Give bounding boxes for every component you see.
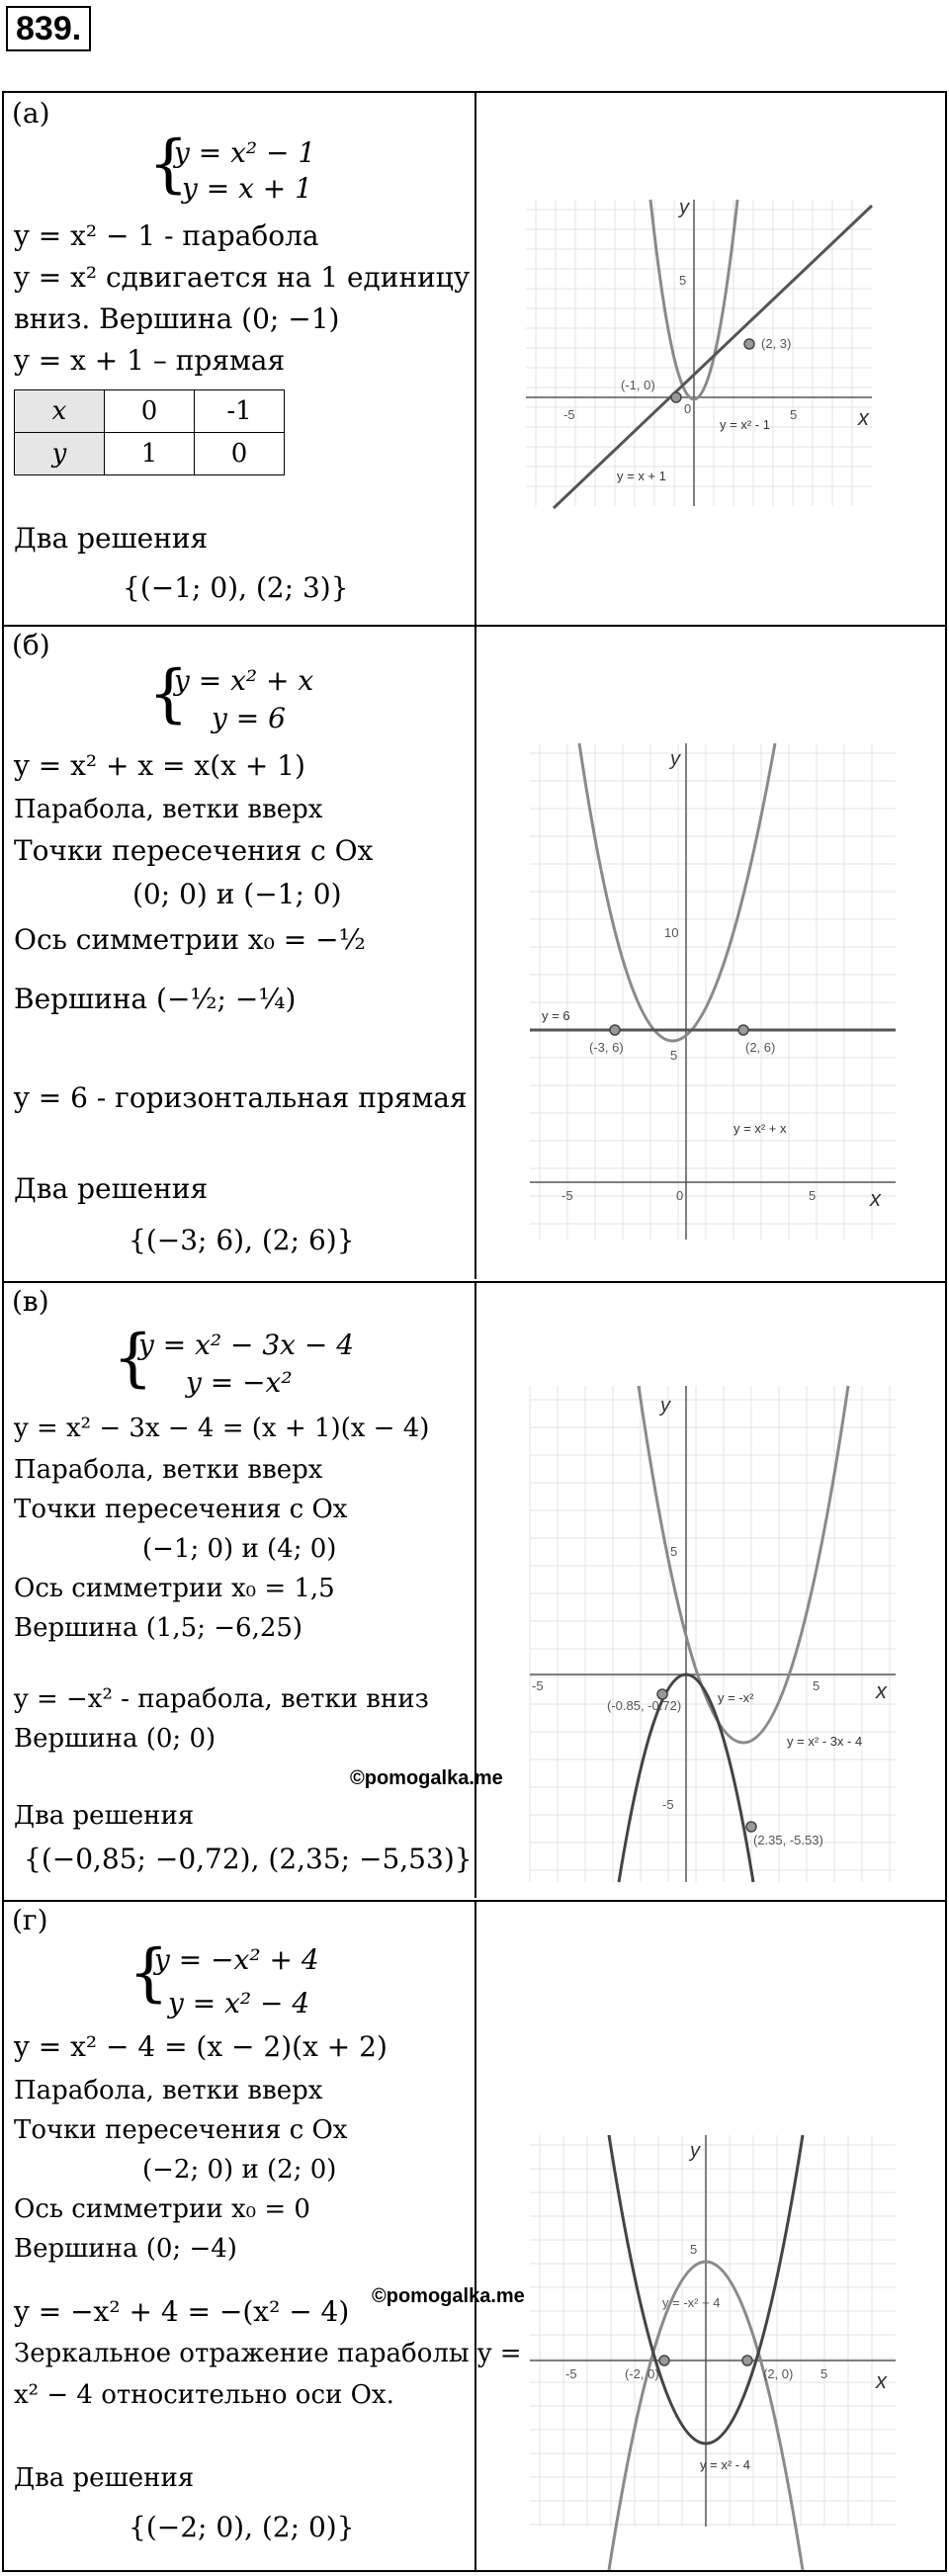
point-a-2 — [744, 339, 754, 349]
y-axis-label-a: y — [679, 197, 689, 218]
graph-c — [476, 1283, 945, 1898]
cell-a-text — [4, 93, 476, 625]
text-a-3: вниз. Вершина (0; −1) — [14, 302, 340, 335]
ytick-5-d: 5 — [690, 2242, 698, 2257]
x-axis-label-c: x — [876, 1678, 887, 1703]
answer-a: {(−1; 0), (2; 3)} — [123, 571, 349, 604]
answer-title-c: Два решения — [14, 1801, 195, 1831]
cell-c-graph — [476, 1283, 945, 1898]
point-c-1-label: (-0.85, -0.72) — [607, 1698, 682, 1713]
text-c-2: Парабола, ветки вверх — [14, 1455, 323, 1485]
point-d-2-label: (2, 0) — [763, 2366, 794, 2381]
tick-neg5-d: -5 — [565, 2366, 577, 2381]
curve1-label-c: y = -x² — [718, 1690, 754, 1705]
text-b-2: Парабола, ветки вверх — [14, 795, 323, 824]
point-b-2 — [738, 1025, 748, 1035]
text-c-6: Вершина (1,5; −6,25) — [14, 1613, 303, 1643]
point-b-2-label: (2, 6) — [745, 1040, 776, 1055]
line-label-b: y = 6 — [542, 1008, 570, 1023]
point-c-2-label: (2.35, -5.53) — [753, 1833, 823, 1847]
ytick-5-c: 5 — [670, 1544, 678, 1559]
graph-b — [476, 627, 945, 1279]
system-brace-b: { — [148, 657, 189, 730]
origin-a: 0 — [684, 401, 692, 416]
graph-d — [476, 1902, 945, 2570]
answer-b: {(−3; 6), (2; 6)} — [129, 1224, 355, 1256]
point-c-2 — [746, 1822, 756, 1832]
text-d-4: (−2; 0) и (2; 0) — [142, 2155, 337, 2185]
cell-b-text — [4, 627, 476, 1279]
ytick-5-b: 5 — [670, 1048, 678, 1063]
cell-d-graph — [476, 1902, 945, 2570]
curve1-label-d: y = -x² + 4 — [662, 2295, 721, 2310]
graph-a — [476, 93, 945, 625]
tick-5-d: 5 — [820, 2366, 828, 2381]
text-d-3: Точки пересечения с Ox — [14, 2115, 348, 2145]
system-c-eq1: y = x² − 3x − 4 — [138, 1329, 355, 1361]
text-c-8: Вершина (0; 0) — [14, 1724, 216, 1754]
text-d-5: Ось симметрии x₀ = 0 — [14, 2194, 310, 2224]
answer-title-a: Два решения — [14, 522, 209, 555]
cell-c-text — [4, 1283, 503, 1898]
system-a-eq2: y = x + 1 — [182, 172, 312, 205]
label-a: (а) — [12, 97, 50, 129]
table-y-label: y — [15, 433, 105, 475]
system-d-eq1: y = −x² + 4 — [154, 1943, 319, 1976]
text-d-8: Зеркальное отражение параболы y = — [14, 2339, 522, 2368]
text-a-4: y = x + 1 – прямая — [14, 344, 286, 377]
answer-title-b: Два решения — [14, 1172, 209, 1205]
system-b-eq1: y = x² + x — [174, 664, 314, 697]
text-b-3: Точки пересечения с Ox — [14, 834, 374, 867]
point-d-1 — [659, 2356, 669, 2365]
cell-d-text — [4, 1902, 525, 2570]
curve-label-b: y = x² + x — [733, 1121, 787, 1136]
label-d: (г) — [12, 1904, 48, 1936]
text-b-5: Ось симметрии x₀ = −½ — [14, 923, 366, 956]
watermark-d: ©pomogalka.me — [372, 2285, 525, 2307]
text-b-6: Вершина (−½; −¼) — [14, 983, 297, 1015]
system-brace-a: { — [148, 128, 189, 201]
y-axis-label-c: y — [660, 1395, 670, 1417]
origin-b: 0 — [676, 1188, 684, 1203]
line-label-a: y = x + 1 — [617, 469, 666, 483]
text-a-1: y = x² − 1 - парабола — [14, 219, 319, 252]
system-c-eq2: y = −x² — [186, 1366, 293, 1399]
label-b: (б) — [12, 629, 50, 661]
text-c-1: y = x² − 3x − 4 = (x + 1)(x − 4) — [14, 1414, 430, 1443]
answer-c: {(−0,85; −0,72), (2,35; −5,53)} — [24, 1843, 473, 1875]
value-table-a — [14, 389, 285, 475]
text-c-5: Ось симметрии x₀ = 1,5 — [14, 1574, 335, 1603]
text-c-4: (−1; 0) и (4; 0) — [142, 1534, 337, 1564]
table-x-0: 0 — [105, 390, 195, 433]
text-c-7: y = −x² - парабола, ветки вниз — [14, 1684, 429, 1714]
cell-a-graph — [476, 93, 945, 625]
point-d-1-label: (-2, 0) — [625, 2366, 659, 2381]
x-axis-label-a: x — [858, 405, 869, 430]
system-brace-d: { — [129, 1936, 169, 2010]
tick-5-c: 5 — [813, 1678, 820, 1693]
tick-neg5-a: -5 — [563, 407, 575, 422]
text-a-2: y = x² сдвигается на 1 единицу — [14, 261, 471, 294]
text-c-3: Точки пересечения с Ox — [14, 1495, 348, 1524]
y-axis-label-d: y — [690, 2140, 700, 2162]
point-b-1-label: (-3, 6) — [589, 1040, 624, 1055]
problem-number: 839. — [6, 6, 91, 51]
system-brace-c: { — [113, 1322, 153, 1395]
table-y-1: 0 — [195, 433, 285, 475]
point-a-2-label: (2, 3) — [761, 336, 792, 351]
text-d-7: y = −x² + 4 = −(x² − 4) — [14, 2295, 350, 2328]
answer-title-d: Два решения — [14, 2463, 195, 2493]
tick-5-b: 5 — [809, 1188, 817, 1203]
system-b-eq2: y = 6 — [212, 702, 286, 734]
tick-neg5-b: -5 — [561, 1188, 573, 1203]
text-b-4: (0; 0) и (−1; 0) — [132, 878, 342, 910]
ytick-10-b: 10 — [664, 925, 679, 940]
grid-a — [526, 200, 872, 506]
curve2-label-c: y = x² - 3x - 4 — [787, 1734, 863, 1749]
x-axis-label-b: x — [870, 1186, 881, 1211]
text-d-9: x² − 4 относительно оси Ox. — [14, 2380, 394, 2410]
table-x-1: -1 — [195, 390, 285, 433]
cell-b-graph — [476, 627, 945, 1279]
label-c: (в) — [12, 1285, 49, 1318]
table-x-label: x — [15, 390, 105, 433]
point-b-1 — [610, 1025, 620, 1035]
text-d-6: Вершина (0; −4) — [14, 2234, 237, 2264]
answer-d: {(−2; 0), (2; 0)} — [129, 2511, 355, 2543]
table-y-0: 1 — [105, 433, 195, 475]
tick-neg5-c: -5 — [532, 1678, 544, 1693]
curve2-label-d: y = x² - 4 — [700, 2457, 750, 2472]
curve-label-a: y = x² - 1 — [720, 417, 770, 432]
ytick-5-a: 5 — [679, 273, 687, 288]
solution-table — [2, 91, 947, 2572]
watermark-c: ©pomogalka.me — [350, 1767, 503, 1789]
tick-5-a: 5 — [790, 407, 798, 422]
text-b-7: y = 6 - горизонтальная прямая — [14, 1081, 468, 1114]
grid-c — [530, 1386, 896, 1882]
point-a-1 — [671, 392, 681, 402]
text-d-2: Парабола, ветки вверх — [14, 2076, 323, 2105]
point-a-1-label: (-1, 0) — [621, 378, 655, 392]
y-axis-label-b: y — [670, 748, 680, 770]
text-b-1: y = x² + x = x(x + 1) — [14, 749, 305, 782]
point-d-2 — [742, 2356, 752, 2365]
x-axis-label-d: x — [876, 2368, 887, 2393]
line-a — [554, 206, 872, 508]
system-d-eq2: y = x² − 4 — [168, 1987, 310, 2019]
system-a-eq1: y = x² − 1 — [174, 136, 316, 169]
text-d-1: y = x² − 4 = (x − 2)(x + 2) — [14, 2030, 388, 2063]
ytick-neg5-c: -5 — [662, 1797, 674, 1812]
